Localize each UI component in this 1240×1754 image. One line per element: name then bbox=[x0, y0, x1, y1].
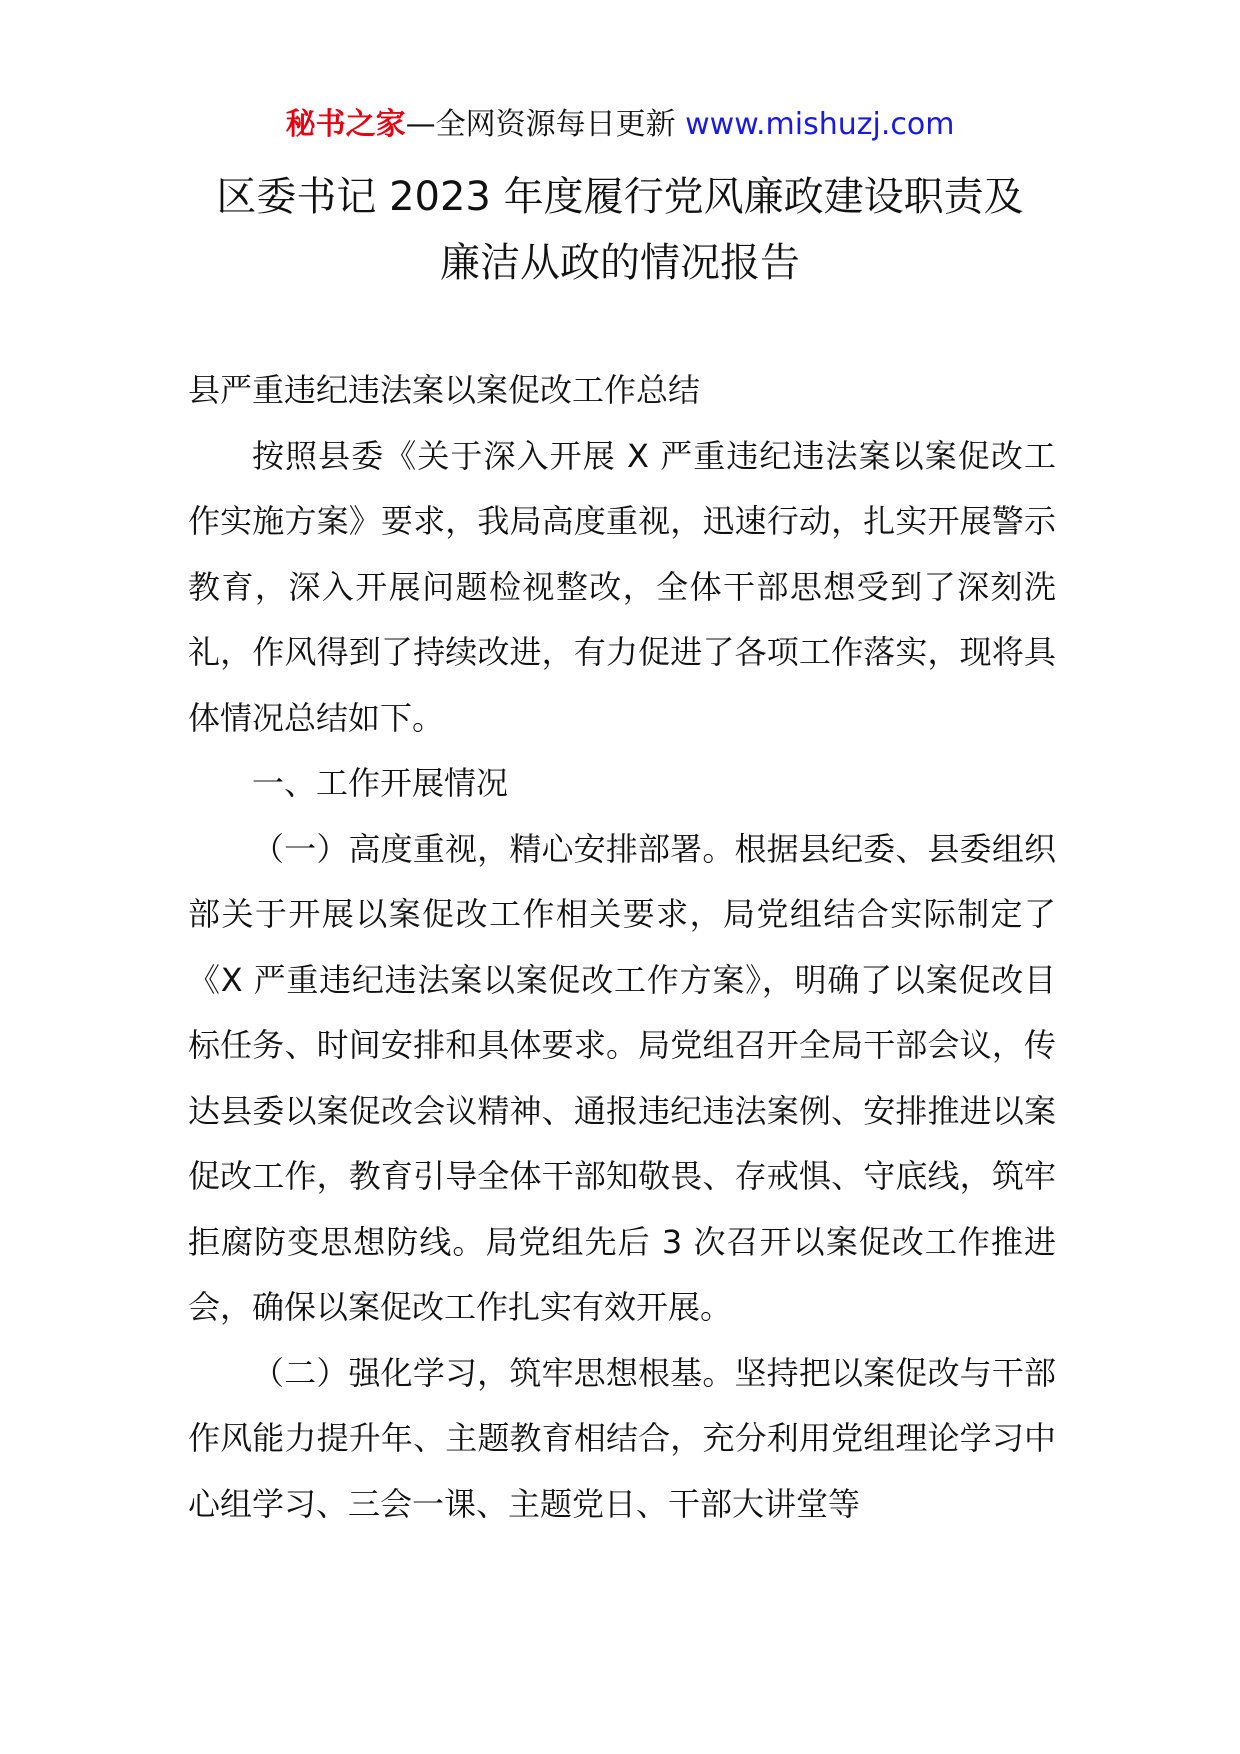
title-line-1: 区委书记 2023 年度履行党风廉政建设职责及 bbox=[216, 174, 1024, 220]
paragraph: （二）强化学习，筑牢思想根基。坚持把以案促改与干部作风能力提升年、主题教育相结合，充分利用党组理论学习中心组学习、三会一课、主题党日、干部大讲堂等 bbox=[188, 1353, 1056, 1523]
document-subtitle: 县严重违纪违法案以案促改工作总结 bbox=[188, 371, 701, 409]
paragraph: （一）高度重视，精心安排部署。根据县纪委、县委组织部关于开展以案促改工作相关要求，局党组结合实际制定了《X 严重违纪违法案以案促改工作方案》，明确了以案促改目标任务、时间安排和具体要求。局党组召开全局干部会议，传达县委以案促改会议精神、通报违纪违法案例、安排推进以案促改工作，教育引导全体干部知敬畏、存戒惧、守底线，筑牢拒腐防变思想防线。局党组先后 3 次召开以案促改工作推进会，确保以案促改工作扎实有效开展。 bbox=[188, 829, 1056, 1326]
section-heading: 一、工作开展情况 bbox=[252, 764, 509, 802]
title-line-2: 廉洁从政的情况报告 bbox=[440, 240, 800, 286]
brand-name: 秘书之家 bbox=[285, 107, 406, 142]
document-title bbox=[0, 164, 1240, 296]
site-banner bbox=[0, 100, 1240, 150]
site-url-link[interactable]: www.mishuzj.com bbox=[685, 107, 955, 142]
document-body bbox=[188, 358, 1056, 1537]
paragraph: 按照县委《关于深入开展 X 严重违纪违法案以案促改工作实施方案》要求，我局高度重视，迅速行动，扎实开展警示教育，深入开展问题检视整改，全体干部思想受到了深刻洗礼，作风得到了持续改进，有力促进了各项工作落实，现将具体情况总结如下。 bbox=[188, 436, 1056, 737]
banner-tagline: —全网资源每日更新 bbox=[405, 107, 686, 142]
